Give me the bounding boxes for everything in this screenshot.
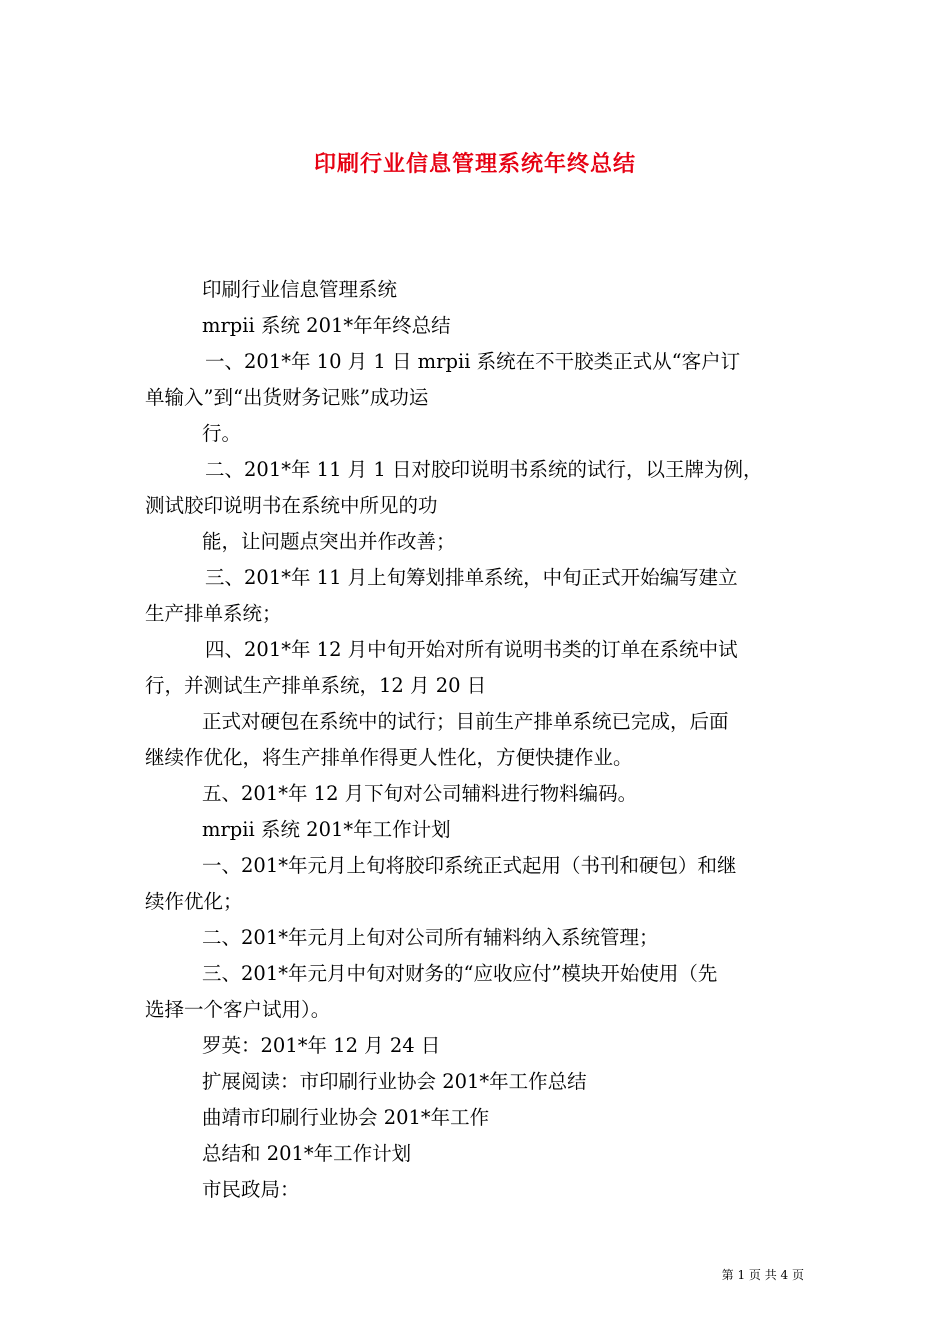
- document-title: 印刷行业信息管理系统年终总结: [313, 150, 636, 177]
- paragraph-15: 罗英：201*年 12 月 24 日: [202, 1034, 441, 1057]
- paragraph-16: 扩展阅读：市印刷行业协会 201*年工作总结: [202, 1070, 587, 1093]
- paragraph-19: 市民政局：: [202, 1178, 300, 1201]
- paragraph-18: 总结和 201*年工作计划: [202, 1142, 412, 1165]
- paragraph-10: 五、201*年 12 月下旬对公司辅料进行物料编码。: [202, 782, 638, 805]
- paragraph-13: 二、201*年元月上旬对公司所有辅料纳入系统管理；: [202, 926, 659, 949]
- paragraph-9: 正式对硬包在系统中的试行；目前生产排单系统已完成，后面 继续作优化，将生产排单作得更人性化，方便快捷作业。: [145, 710, 729, 769]
- paragraph-14: 三、201*年元月中旬对财务的“应收应付”模块开始使用（先 选择一个客户试用）。: [145, 962, 718, 1021]
- paragraph-5: 二、201*年 11 月 1 日对胶印说明书系统的试行，以王牌为例， 测试胶印说明书在系统中所见的功: [145, 458, 763, 517]
- paragraph-6: 能，让问题点突出并作改善；: [202, 530, 456, 553]
- paragraph-4: 行。: [202, 422, 242, 445]
- paragraph-12: 一、201*年元月上旬将胶印系统正式起用（书刊和硬包）和继 续作优化；: [145, 854, 737, 913]
- paragraph-3: 一、201*年 10 月 1 日 mrpii 系统在不干胶类正式从“客户订 单输入”到“出货财务记账”成功运: [145, 350, 741, 409]
- paragraph-2: mrpii 系统 201*年年终总结: [202, 314, 451, 337]
- paragraph-8: 四、201*年 12 月中旬开始对所有说明书类的订单在系统中试 行，并测试生产排单系统，12 月 20 日: [145, 638, 738, 697]
- paragraph-17: 曲靖市印刷行业协会 201*年工作: [202, 1106, 490, 1129]
- paragraph-11: mrpii 系统 201*年工作计划: [202, 818, 451, 841]
- document-body: [145, 272, 815, 1208]
- paragraph-7: 三、201*年 11 月上旬筹划排单系统，中旬正式开始编写建立 生产排单系统；: [145, 566, 738, 625]
- page-number: 第 1 页 共 4 页: [721, 1268, 804, 1282]
- paragraph-1: 印刷行业信息管理系统: [202, 278, 398, 301]
